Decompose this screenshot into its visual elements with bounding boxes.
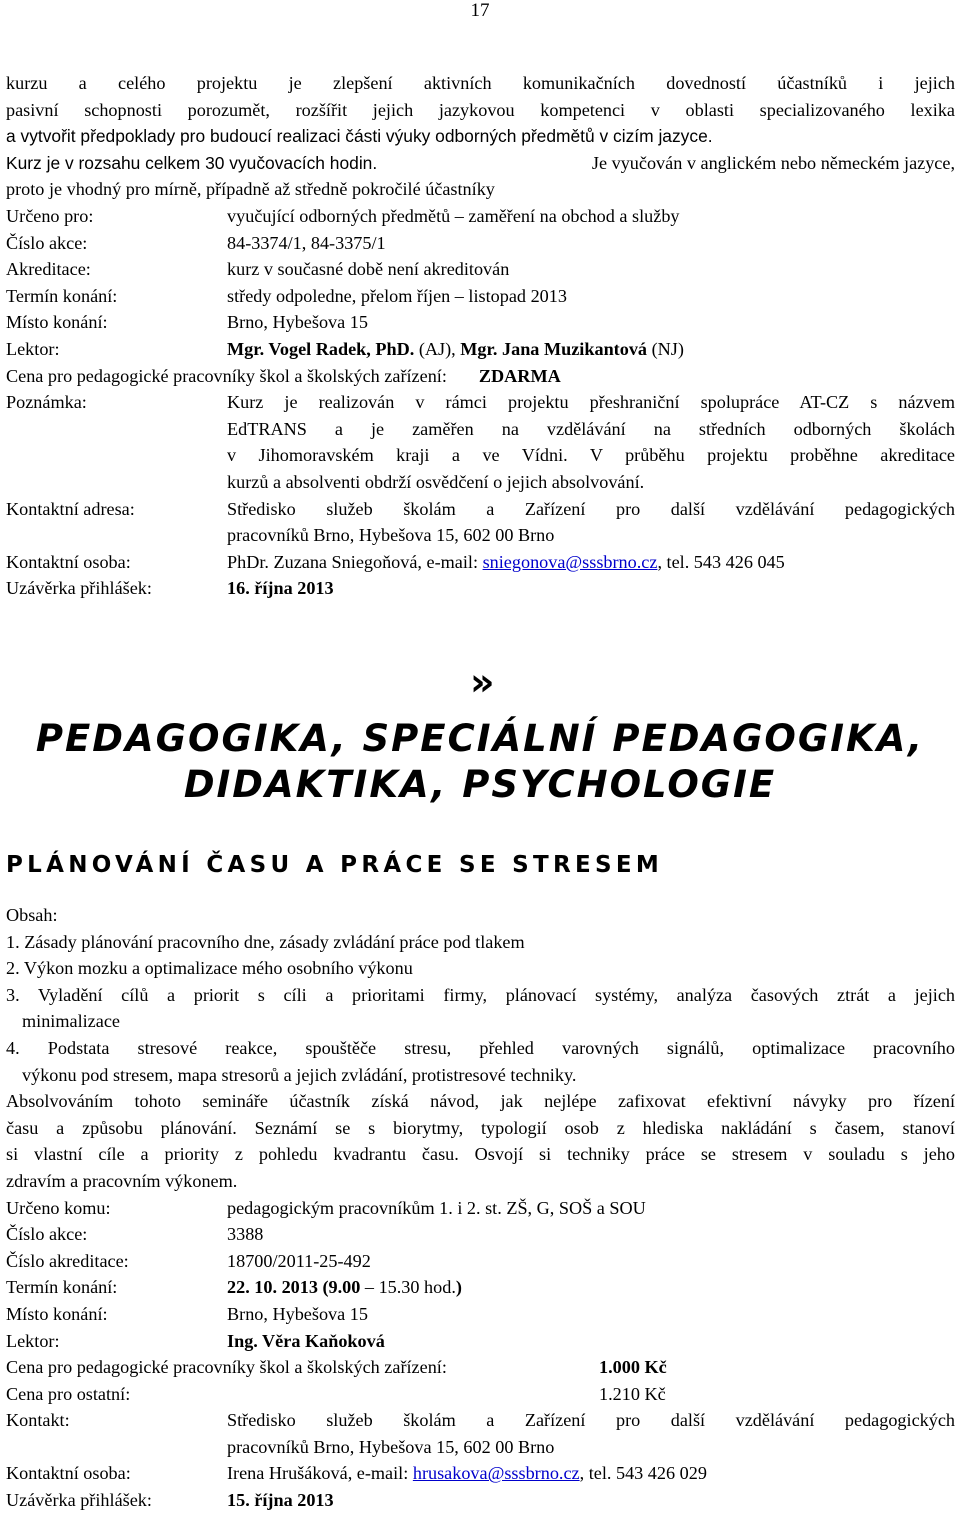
intro-line-4 — [6, 150, 955, 177]
uzaverka-value: 16. října 2013 — [227, 578, 334, 599]
cena2a-row — [6, 1354, 955, 1381]
cislo2-label: Číslo akce: — [6, 1224, 88, 1245]
akred2-row — [6, 1248, 955, 1275]
course1-block — [6, 70, 955, 602]
intro-line-4a: Kurz je v rozsahu celkem 30 vyučovacích hodin. — [6, 152, 378, 173]
urceno-label: Určeno pro: — [6, 205, 94, 226]
lektor-name-2: Mgr. Jana Muzikantová — [460, 338, 648, 359]
urceno-row — [6, 203, 955, 230]
obsah-item-2: 2. Výkon mozku a optimalizace mého osobního výkonu — [6, 958, 413, 979]
adresa-label: Kontaktní adresa: — [6, 498, 135, 519]
kontakt2-label: Kontakt: — [6, 1410, 70, 1431]
lektor-lang-1: (AJ), — [414, 338, 461, 359]
uzaverka-label: Uzávěrka přihlášek: — [6, 578, 152, 599]
adresa-row — [6, 496, 955, 549]
uzaverka2-row — [6, 1487, 955, 1514]
akreditace-label: Akreditace: — [6, 259, 91, 280]
desc-line-2: času a způsobu plánování. Seznámí se s biorytmy, typologií osob z hlediska nakládání s časem, stanoví — [6, 1117, 955, 1138]
obsah-item-3-cont: minimalizace — [22, 1011, 120, 1032]
misto2-value: Brno, Hybešova 15 — [227, 1303, 368, 1324]
obsah-label: Obsah: — [6, 905, 58, 925]
misto2-label: Místo konání: — [6, 1303, 108, 1324]
poznamka-line-2: EdTRANS a je zaměřen na vzdělávání na středních odborných školách — [227, 418, 955, 439]
poznamka-line-4: kurzů a absolventi obdrží osvědčení o jejich absolvování. — [227, 471, 645, 492]
osoba-row — [6, 549, 955, 576]
termin2-label: Termín konání: — [6, 1277, 118, 1298]
akreditace-row — [6, 256, 955, 283]
misto-label: Místo konání: — [6, 312, 108, 333]
urceno2-label: Určeno komu: — [6, 1197, 111, 1218]
uzaverka2-label: Uzávěrka přihlášek: — [6, 1490, 152, 1511]
termin-label: Termín konání: — [6, 285, 118, 306]
obsah-item-4-cont: výkonu pod stresem, mapa stresorů a jejich zvládání, protistresové techniky. — [22, 1064, 577, 1085]
osoba-email-link[interactable]: sniegonova@sssbrno.cz — [482, 551, 658, 572]
cena2b-value: 1.210 Kč — [599, 1383, 666, 1404]
cislo2-value: 3388 — [227, 1224, 264, 1245]
urceno2-value: pedagogickým pracovníkům 1. i 2. st. ZŠ, G, SOŠ a SOU — [227, 1197, 646, 1218]
lektor-label: Lektor: — [6, 338, 60, 359]
misto-value: Brno, Hybešova 15 — [227, 312, 368, 333]
course2-block — [6, 902, 955, 1514]
intro-line-2: pasivní schopnosti porozumět, rozšířit jejich jazykovou kompetenci v oblasti specializovaného lexika — [6, 99, 955, 120]
intro-line-3: a vytvořit předpoklady pro budoucí realizaci části výuky odborných předmětů v cizím jazyce. — [6, 126, 713, 147]
termin2-time: – 15.30 hod. — [360, 1277, 456, 1298]
intro-line-1: kurzu a celého projektu je zlepšení aktivních komunikačních dovedností účastníků i jejich — [6, 73, 955, 93]
desc-line-4: zdravím a pracovním výkonem. — [6, 1170, 238, 1191]
section-title-line-2: DIDAKTIKA, PSYCHOLOGIE — [183, 763, 777, 806]
lektor-name-1: Mgr. Vogel Radek, PhD. — [227, 338, 415, 359]
obsah-item-3: 3. Vyladění cílů a priorit s cíli a prioritami firmy, plánovací systémy, analýza časových ztrát a jejich — [6, 984, 955, 1005]
termin-value: středy odpoledne, přelom říjen – listopad 2013 — [227, 285, 567, 306]
termin2-date: 22. 10. 2013 (9.00 — [227, 1277, 361, 1298]
cena-label: Cena pro pedagogické pracovníky škol a školských zařízení: — [6, 365, 447, 386]
section-title-line-1: PEDAGOGIKA, SPECIÁLNÍ PEDAGOGIKA, — [35, 717, 925, 760]
osoba2-name: Irena Hrušáková, e-mail: — [227, 1463, 413, 1484]
cena2a-value: 1.000 Kč — [599, 1357, 667, 1378]
poznamka-row — [6, 389, 955, 495]
misto-row — [6, 309, 955, 336]
osoba-tel: , tel. 543 426 045 — [657, 551, 785, 572]
cena2b-label: Cena pro ostatní: — [6, 1383, 131, 1404]
page-number: 17 — [470, 0, 490, 21]
course2-title: PLÁNOVÁNÍ ČASU A PRÁCE SE STRESEM — [6, 852, 664, 878]
osoba2-row — [6, 1460, 955, 1487]
obsah-item-4: 4. Podstata stresové reakce, spouštěče stresu, přehled varovných signálů, optimalizace pracovního — [6, 1037, 955, 1058]
lektor2-value: Ing. Věra Kaňoková — [227, 1330, 385, 1351]
poznamka-line-1: Kurz je realizován v rámci projektu přeshraniční spolupráce AT-CZ s názvem — [227, 392, 955, 413]
termin2-row — [6, 1274, 955, 1301]
desc-line-3: si vlastní cíle a priority z pohledu kvadrantu času. Osvojí si techniky práce se stresem v souladu s jeho — [6, 1144, 955, 1165]
obsah-item-1: 1. Zásady plánování pracovního dne, zásady zvládání práce pod tlakem — [6, 931, 525, 952]
termin2-paren: ) — [455, 1277, 462, 1298]
osoba-label: Kontaktní osoba: — [6, 551, 131, 572]
kontakt2-line-2: pracovníků Brno, Hybešova 15, 602 00 Brno — [227, 1436, 555, 1457]
uzaverka2-value: 15. října 2013 — [227, 1490, 334, 1511]
adresa-line-2: pracovníků Brno, Hybešova 15, 602 00 Brno — [227, 525, 555, 546]
osoba2-tel: , tel. 543 426 029 — [579, 1463, 707, 1484]
kontakt2-row — [6, 1407, 955, 1460]
cena-value: ZDARMA — [478, 365, 561, 386]
cena-row — [6, 363, 955, 390]
lektor-row — [6, 336, 955, 363]
urceno2-row — [6, 1195, 955, 1222]
kontakt2-line-1: Středisko služeb školám a Zařízení pro další vzdělávání pedagogických — [227, 1410, 955, 1431]
termin-row — [6, 283, 955, 310]
intro-line-5: proto je vhodný pro mírně, případně až středně pokročilé účastníky — [6, 179, 495, 200]
osoba-name: PhDr. Zuzana Sniegoňová, e-mail: — [227, 551, 483, 572]
cena2b-row — [6, 1381, 955, 1408]
lektor2-label: Lektor: — [6, 1330, 60, 1351]
cislo-row — [6, 230, 955, 257]
misto2-row — [6, 1301, 955, 1328]
akreditace-value: kurz v současné době není akreditován — [227, 259, 510, 280]
osoba2-label: Kontaktní osoba: — [6, 1463, 131, 1484]
lektor-lang-2: (NJ) — [647, 338, 684, 359]
poznamka-label: Poznámka: — [6, 392, 87, 413]
osoba2-email-link[interactable]: hrusakova@sssbrno.cz — [412, 1463, 580, 1484]
arrow-glyph: » — [470, 660, 495, 704]
cislo-label: Číslo akce: — [6, 232, 88, 253]
poznamka-line-3: v Jihomoravském kraji a ve Vídni. V průběhu projektu proběhne akreditace — [227, 445, 955, 466]
akred2-label: Číslo akreditace: — [6, 1250, 129, 1271]
urceno-value: vyučující odborných předmětů – zaměření na obchod a služby — [227, 205, 680, 226]
desc-line-1: Absolvováním tohoto semináře účastník získá návod, jak nejlépe zafixovat efektivní návyky pro řízení — [6, 1091, 955, 1112]
cislo-value: 84-3374/1, 84-3375/1 — [227, 232, 386, 253]
cislo2-row — [6, 1221, 955, 1248]
adresa-line-1: Středisko služeb školám a Zařízení pro další vzdělávání pedagogických — [227, 498, 955, 519]
cena2a-label: Cena pro pedagogické pracovníky škol a školských zařízení: — [6, 1357, 447, 1378]
uzaverka-row — [6, 575, 955, 602]
lektor2-row — [6, 1328, 955, 1355]
intro-line-4b: Je vyučován v anglickém nebo německém jazyce, — [591, 152, 955, 173]
akred2-value: 18700/2011-25-492 — [227, 1250, 371, 1271]
